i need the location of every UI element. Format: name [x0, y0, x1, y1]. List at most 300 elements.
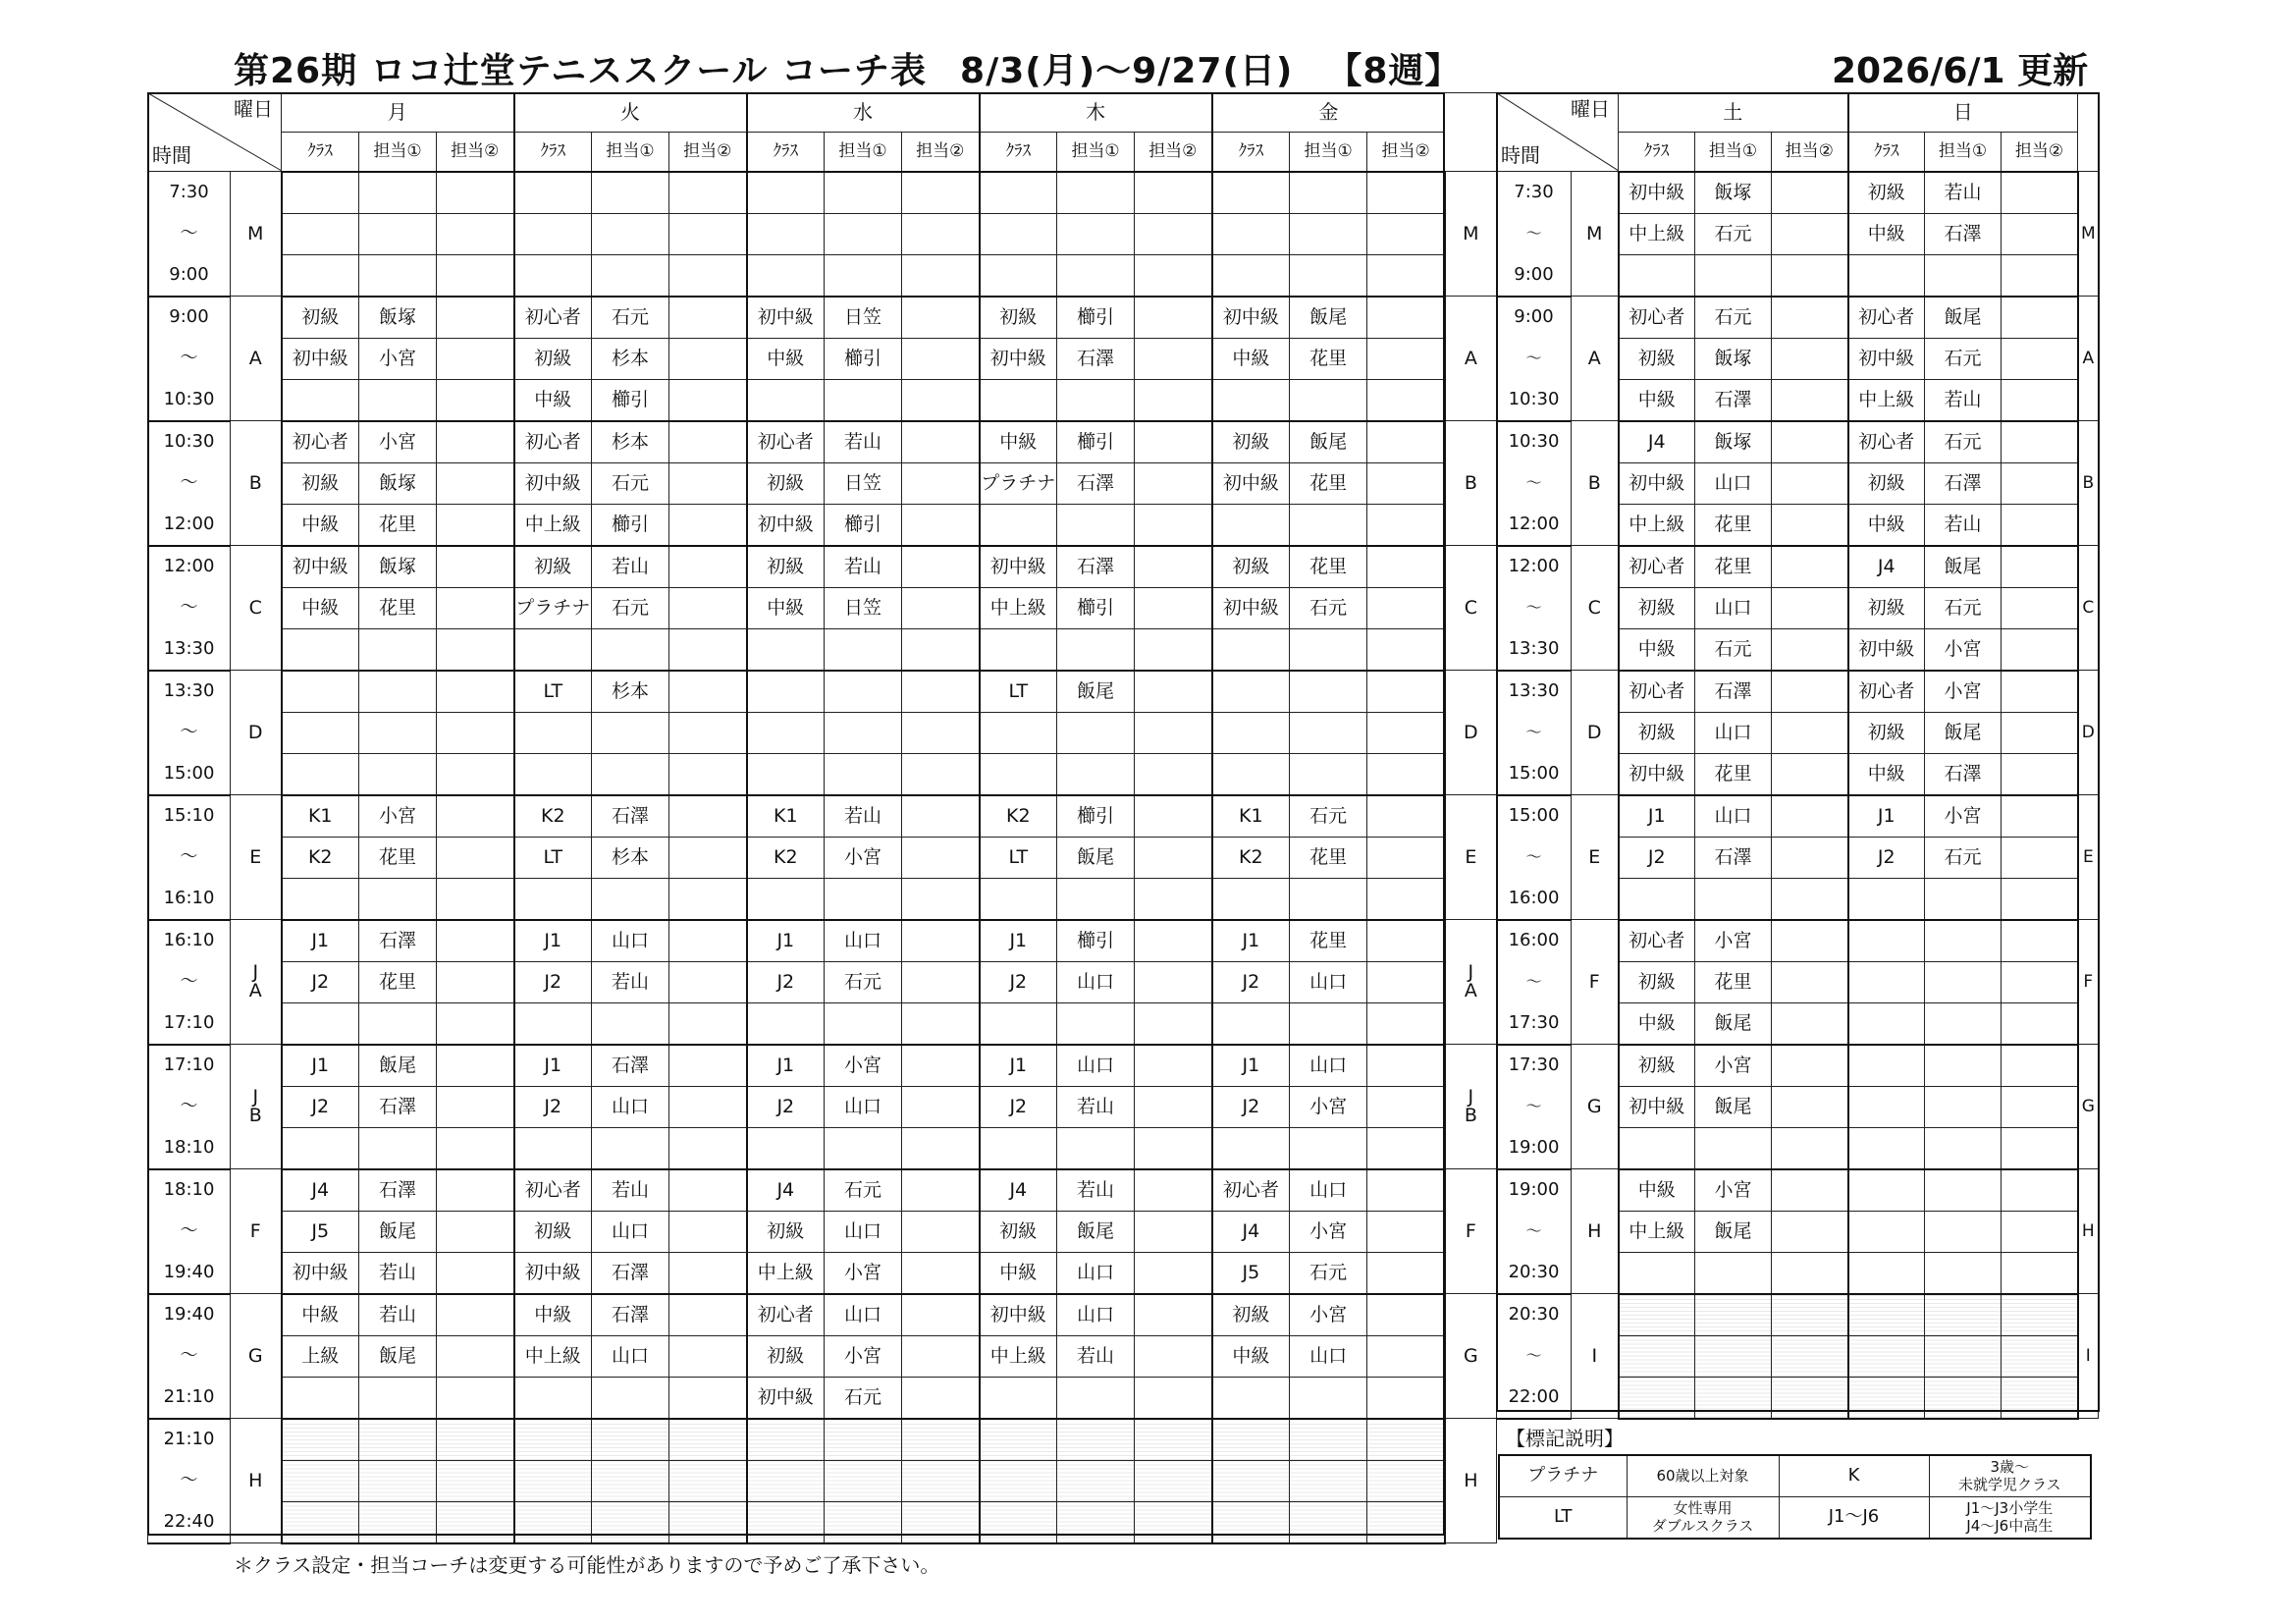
coach2-cell — [437, 587, 514, 628]
corner-cell — [148, 93, 282, 172]
legend-row — [1499, 1455, 2091, 1497]
class-cell: 初中級 — [514, 1252, 592, 1294]
schedule-row — [148, 1169, 1497, 1212]
coach-cell: 石元 — [825, 1169, 902, 1212]
slot-label: J A — [231, 920, 282, 1045]
class-cell: J4 — [1848, 546, 1925, 588]
class-cell — [514, 172, 592, 214]
coach-cell — [1925, 920, 2002, 962]
coach2-cell — [669, 961, 747, 1002]
time-cell: 18:10 — [148, 1127, 231, 1169]
coach2-cell — [1772, 920, 1848, 962]
coach-cell: 石澤 — [1057, 546, 1135, 588]
coach2-cell — [902, 1377, 980, 1419]
coach-cell — [592, 753, 669, 795]
time-cell: 〜 — [1497, 961, 1572, 1002]
coach2-cell — [1367, 1377, 1445, 1419]
coach2-cell — [902, 1501, 980, 1543]
coach2-cell — [1367, 254, 1445, 297]
coach2-cell — [1772, 1086, 1848, 1127]
coach2-cell — [437, 254, 514, 297]
time-cell: 17:30 — [1497, 1002, 1572, 1045]
class-cell — [514, 878, 592, 920]
class-cell: LT — [514, 837, 592, 878]
class-cell: 初心者 — [1619, 920, 1695, 962]
coach2-cell — [1135, 1211, 1212, 1252]
time-cell: 21:10 — [148, 1377, 231, 1419]
corner-cell — [1497, 93, 1619, 172]
class-cell: 中級 — [282, 1294, 359, 1336]
class-cell — [1212, 671, 1290, 713]
coach-cell: 飯尾 — [1925, 297, 2002, 339]
coach2-cell — [1135, 587, 1212, 628]
class-cell — [1619, 878, 1695, 920]
coach-cell — [1057, 712, 1135, 753]
coach1-header: 担当① — [1290, 132, 1367, 171]
coach1-header: 担当① — [1925, 132, 2002, 171]
coach-cell: 飯尾 — [1925, 712, 2002, 753]
time-cell: 13:30 — [148, 671, 231, 713]
coach2-cell — [1135, 920, 1212, 962]
coach2-cell — [437, 1002, 514, 1045]
class-cell: 初級 — [980, 297, 1057, 339]
coach2-cell — [2002, 1169, 2078, 1212]
time-cell: 12:00 — [1497, 546, 1572, 588]
coach-cell — [1925, 1211, 2002, 1252]
coach2-cell — [902, 1335, 980, 1377]
class-cell: 初級 — [1212, 421, 1290, 463]
class-cell: J4 — [980, 1169, 1057, 1212]
class-cell: K2 — [514, 795, 592, 838]
coach-cell: 飯尾 — [1290, 297, 1367, 339]
class-cell: 初心者 — [1848, 421, 1925, 463]
coach2-cell — [902, 213, 980, 254]
coach-cell: 石澤 — [1695, 671, 1772, 713]
coach2-cell — [1367, 1460, 1445, 1501]
coach2-cell — [1772, 1252, 1848, 1294]
schedule-row — [148, 338, 1497, 379]
coach2-cell — [669, 213, 747, 254]
class-cell: 中級 — [1619, 628, 1695, 671]
coach-cell: 花里 — [1290, 920, 1367, 962]
class-cell: 初中級 — [747, 504, 825, 546]
time-cell: 10:30 — [148, 421, 231, 463]
coach2-cell — [1135, 297, 1212, 339]
slot-label-right: A — [1445, 297, 1497, 421]
coach-cell: 日笠 — [825, 462, 902, 504]
class-cell — [980, 1501, 1057, 1543]
class-cell: 中級 — [1848, 753, 1925, 795]
coach-cell: 小宮 — [825, 1045, 902, 1087]
class-cell — [514, 628, 592, 671]
class-cell: 初級 — [1619, 961, 1695, 1002]
coach-cell: 花里 — [359, 961, 437, 1002]
slot-label: B — [231, 421, 282, 546]
coach2-cell — [437, 1377, 514, 1419]
class-cell: K1 — [747, 795, 825, 838]
day-header: 月 — [282, 93, 514, 133]
class-cell: 初心者 — [1619, 297, 1695, 339]
class-cell: 初級 — [1619, 712, 1695, 753]
time-cell: ～ — [148, 1086, 231, 1127]
time-cell: 18:10 — [148, 1169, 231, 1212]
coach2-cell — [902, 172, 980, 214]
class-cell — [980, 172, 1057, 214]
slot-label-right: M — [1445, 172, 1497, 297]
coach2-cell — [1135, 1335, 1212, 1377]
coach2-cell — [437, 379, 514, 421]
coach2-cell — [1135, 1377, 1212, 1419]
coach2-cell — [902, 338, 980, 379]
coach-cell: 花里 — [1695, 961, 1772, 1002]
class-header: ｸﾗｽ — [282, 132, 359, 171]
coach2-cell — [1772, 338, 1848, 379]
coach-cell: 日笠 — [825, 297, 902, 339]
class-cell: 初中級 — [1848, 628, 1925, 671]
coach2-cell — [2002, 1377, 2078, 1419]
coach2-cell — [2002, 628, 2078, 671]
coach2-cell — [1367, 920, 1445, 962]
coach-cell — [1695, 1252, 1772, 1294]
page-title — [234, 43, 1461, 93]
class-cell: J4 — [1212, 1211, 1290, 1252]
coach-cell: 山口 — [825, 1294, 902, 1336]
class-cell: 中級 — [980, 421, 1057, 463]
coach-cell — [825, 712, 902, 753]
coach-cell — [1290, 628, 1367, 671]
class-cell — [282, 1377, 359, 1419]
coach-cell: 小宮 — [359, 795, 437, 838]
coach-cell: 若山 — [359, 1294, 437, 1336]
coach-cell: 石澤 — [592, 1252, 669, 1294]
coach-cell: 日笠 — [825, 587, 902, 628]
coach-cell: 小宮 — [825, 1335, 902, 1377]
coach-cell: 小宮 — [1290, 1086, 1367, 1127]
coach-cell: 山口 — [592, 1335, 669, 1377]
coach2-cell — [437, 712, 514, 753]
coach-cell: 花里 — [1290, 546, 1367, 588]
class-cell: J2 — [282, 961, 359, 1002]
class-cell — [1212, 1002, 1290, 1045]
coach2-cell — [1135, 1127, 1212, 1169]
class-cell — [1212, 1501, 1290, 1543]
class-header: ｸﾗｽ — [1212, 132, 1290, 171]
youbi-label: 曜日 — [1571, 97, 1610, 121]
coach2-cell — [2002, 379, 2078, 421]
slot-label-right: D — [2078, 671, 2099, 795]
class-cell: 中級 — [1619, 1169, 1695, 1212]
coach-cell: 石元 — [1925, 587, 2002, 628]
class-cell: 初級 — [282, 297, 359, 339]
coach-cell: 小宮 — [1925, 795, 2002, 838]
slot-label: A — [231, 297, 282, 421]
schedule-row — [148, 1086, 1497, 1127]
class-cell — [1619, 1294, 1695, 1336]
time-cell: 10:30 — [148, 379, 231, 421]
coach2-cell — [1367, 1501, 1445, 1543]
schedule-row — [1497, 1045, 2099, 1087]
slot-label-right: M — [2078, 172, 2099, 297]
coach2-cell — [669, 254, 747, 297]
class-cell — [980, 1460, 1057, 1501]
class-cell — [980, 878, 1057, 920]
class-cell — [1848, 1169, 1925, 1212]
coach2-cell — [2002, 338, 2078, 379]
coach2-cell — [1772, 421, 1848, 463]
coach2-cell — [2002, 462, 2078, 504]
class-cell — [1212, 172, 1290, 214]
header-row-sub — [148, 132, 1497, 171]
coach2-cell — [902, 671, 980, 713]
time-cell: ～ — [148, 961, 231, 1002]
coach-cell — [1925, 878, 2002, 920]
coach-cell — [1290, 254, 1367, 297]
coach-cell — [1057, 1002, 1135, 1045]
coach2-cell — [669, 546, 747, 588]
coach-cell: 石元 — [592, 462, 669, 504]
schedule-row — [148, 920, 1497, 962]
slot-label-right: C — [1445, 546, 1497, 671]
coach-cell: 若山 — [1057, 1169, 1135, 1212]
coach-cell: 櫛引 — [1057, 297, 1135, 339]
schedule-row — [148, 1419, 1497, 1461]
class-cell — [1212, 504, 1290, 546]
class-header: ｸﾗｽ — [980, 132, 1057, 171]
coach-cell — [592, 254, 669, 297]
coach2-cell — [1135, 795, 1212, 838]
coach-cell: 飯尾 — [1057, 1211, 1135, 1252]
class-cell — [747, 628, 825, 671]
coach-cell: 石元 — [592, 587, 669, 628]
updated-date: 2026/6/1 更新 — [1832, 51, 2089, 91]
coach-cell: 山口 — [592, 1086, 669, 1127]
class-cell: 初心者 — [1619, 671, 1695, 713]
coach2-cell — [1135, 338, 1212, 379]
coach2-cell — [1367, 546, 1445, 588]
title-weeks: 【8週】 — [1326, 51, 1462, 91]
class-cell — [747, 878, 825, 920]
coach2-cell — [1367, 1335, 1445, 1377]
coach2-cell — [2002, 587, 2078, 628]
coach2-cell — [2002, 1127, 2078, 1169]
coach-cell — [359, 1419, 437, 1461]
class-cell: 中級 — [1619, 1002, 1695, 1045]
class-header: ｸﾗｽ — [514, 132, 592, 171]
jikan-label: 時間 — [152, 143, 191, 167]
coach-cell: 石元 — [1925, 338, 2002, 379]
coach-cell: 櫛引 — [825, 338, 902, 379]
coach-cell — [1290, 878, 1367, 920]
coach-cell: 小宮 — [1290, 1294, 1367, 1336]
time-cell: 21:10 — [148, 1419, 231, 1461]
class-cell: J1 — [1212, 920, 1290, 962]
class-cell: J2 — [1619, 837, 1695, 878]
coach2-cell — [1772, 1211, 1848, 1252]
class-cell: プラチナ — [980, 462, 1057, 504]
coach2-cell — [1135, 1169, 1212, 1212]
coach-cell — [359, 379, 437, 421]
coach2-cell — [902, 1169, 980, 1212]
slot-label-right: G — [2078, 1045, 2099, 1169]
class-cell — [514, 1460, 592, 1501]
coach2-cell — [902, 1045, 980, 1087]
coach-cell: 山口 — [1290, 1335, 1367, 1377]
coach2-cell — [1135, 628, 1212, 671]
slot-label-right: J A — [1445, 920, 1497, 1045]
coach2-cell — [1135, 961, 1212, 1002]
coach-cell: 花里 — [359, 837, 437, 878]
coach2-cell — [1772, 504, 1848, 546]
coach-cell — [359, 1002, 437, 1045]
coach-cell — [1925, 1252, 2002, 1294]
class-cell: 初級 — [980, 1211, 1057, 1252]
class-cell: 中上級 — [980, 587, 1057, 628]
legend-cell: 女性専用 ダブルスクラス — [1627, 1497, 1779, 1540]
slot-label: H — [231, 1419, 282, 1543]
coach-cell — [1925, 1377, 2002, 1419]
coach2-cell — [902, 1460, 980, 1501]
coach-cell: 石元 — [1695, 628, 1772, 671]
class-cell: LT — [514, 671, 592, 713]
class-cell: 初心者 — [747, 1294, 825, 1336]
coach-cell: 山口 — [1695, 712, 1772, 753]
class-cell: 初級 — [1212, 1294, 1290, 1336]
coach-cell — [1290, 379, 1367, 421]
class-cell: J2 — [747, 1086, 825, 1127]
coach-cell: 小宮 — [1695, 1045, 1772, 1087]
coach2-cell — [2002, 753, 2078, 795]
coach2-cell — [902, 795, 980, 838]
class-cell — [1848, 1294, 1925, 1336]
coach2-cell — [1772, 1045, 1848, 1087]
class-cell — [1848, 254, 1925, 297]
coach2-cell — [902, 297, 980, 339]
coach2-cell — [669, 462, 747, 504]
time-cell: 7:30 — [148, 172, 231, 214]
time-cell: 15:00 — [148, 753, 231, 795]
class-header: ｸﾗｽ — [1619, 132, 1695, 171]
coach-cell — [359, 1501, 437, 1543]
coach-cell — [1057, 1377, 1135, 1419]
coach-cell: 飯塚 — [359, 546, 437, 588]
coach-cell: 石澤 — [1695, 379, 1772, 421]
time-cell: ～ — [148, 837, 231, 878]
coach-cell: 石元 — [1695, 297, 1772, 339]
coach2-cell — [1772, 587, 1848, 628]
class-cell — [747, 1419, 825, 1461]
coach2-cell — [437, 671, 514, 713]
coach2-cell — [1367, 1002, 1445, 1045]
coach1-header: 担当① — [1695, 132, 1772, 171]
coach-cell — [359, 1127, 437, 1169]
class-cell: 初級 — [747, 462, 825, 504]
schedule-row — [148, 1335, 1497, 1377]
coach-cell: 飯尾 — [1695, 1086, 1772, 1127]
class-cell — [514, 1377, 592, 1419]
class-cell — [282, 628, 359, 671]
coach-cell: 花里 — [1290, 338, 1367, 379]
coach-cell: 石元 — [1290, 1252, 1367, 1294]
coach2-cell — [902, 546, 980, 588]
coach-cell — [1695, 1127, 1772, 1169]
coach-cell — [1057, 172, 1135, 214]
schedule-row — [148, 878, 1497, 920]
class-cell: 初中級 — [1619, 753, 1695, 795]
coach2-cell — [902, 920, 980, 962]
schedule-row — [1497, 1169, 2099, 1212]
class-cell: 中級 — [747, 338, 825, 379]
coach2-cell — [437, 920, 514, 962]
class-cell — [282, 878, 359, 920]
coach2-cell — [1772, 671, 1848, 713]
class-cell: J1 — [1619, 795, 1695, 838]
coach1-header: 担当① — [359, 132, 437, 171]
coach2-cell — [1772, 462, 1848, 504]
coach-cell: 櫛引 — [592, 504, 669, 546]
weekend-schedule-table — [1496, 92, 2099, 1420]
coach-cell: 飯塚 — [1695, 421, 1772, 463]
coach-cell — [1290, 712, 1367, 753]
coach2-cell — [1367, 712, 1445, 753]
class-cell — [282, 712, 359, 753]
class-cell: 初中級 — [1848, 338, 1925, 379]
time-cell: 19:40 — [148, 1294, 231, 1336]
class-cell — [514, 1501, 592, 1543]
coach2-cell — [669, 587, 747, 628]
coach2-cell — [437, 1419, 514, 1461]
coach2-cell — [902, 753, 980, 795]
class-cell — [282, 1460, 359, 1501]
class-cell: J2 — [747, 961, 825, 1002]
coach2-cell — [1367, 504, 1445, 546]
coach2-cell — [669, 379, 747, 421]
coach-cell — [359, 628, 437, 671]
slot-label: F — [1572, 920, 1619, 1045]
title-period: 8/3(月)～9/27(日) — [960, 51, 1294, 91]
coach2-cell — [2002, 172, 2078, 214]
class-cell — [514, 1419, 592, 1461]
coach-cell — [825, 379, 902, 421]
coach-cell: 山口 — [825, 1211, 902, 1252]
slot-label-right: E — [2078, 795, 2099, 920]
coach2-header: 担当② — [1367, 132, 1445, 171]
coach-cell — [1925, 1127, 2002, 1169]
class-cell: 初心者 — [282, 421, 359, 463]
coach-cell — [359, 878, 437, 920]
class-cell — [980, 1377, 1057, 1419]
coach-cell — [1925, 1086, 2002, 1127]
class-cell — [747, 1460, 825, 1501]
coach2-cell — [1135, 172, 1212, 214]
coach-cell: 飯塚 — [1695, 172, 1772, 214]
coach2-cell — [669, 712, 747, 753]
class-cell: 初級 — [1212, 546, 1290, 588]
class-cell: 中上級 — [1619, 1211, 1695, 1252]
class-cell: 中級 — [1212, 338, 1290, 379]
time-cell: 20:30 — [1497, 1252, 1572, 1294]
class-cell: 初級 — [282, 462, 359, 504]
coach-cell: 若山 — [1925, 379, 2002, 421]
time-cell: 16:10 — [148, 920, 231, 962]
coach2-cell — [437, 546, 514, 588]
time-cell: 〜 — [1497, 1335, 1572, 1377]
coach-cell: 飯尾 — [1925, 546, 2002, 588]
coach2-cell — [669, 172, 747, 214]
coach-cell: 飯塚 — [1695, 338, 1772, 379]
class-cell: 初中級 — [282, 338, 359, 379]
class-cell — [1212, 379, 1290, 421]
class-cell — [1619, 1252, 1695, 1294]
